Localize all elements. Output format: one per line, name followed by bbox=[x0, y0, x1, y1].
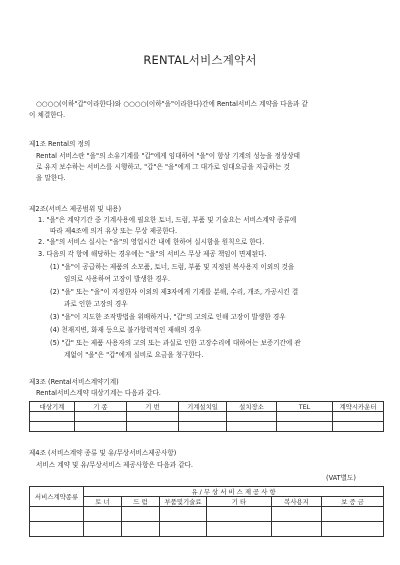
table-cell bbox=[179, 412, 227, 422]
table-cell bbox=[272, 507, 322, 522]
article-2-line: 임의로 사용하여 고장이 발생한 경우. bbox=[64, 275, 171, 283]
table-row bbox=[30, 422, 384, 432]
table-cell bbox=[75, 412, 127, 422]
article-1-heading: 제1조 Rental의 정의 bbox=[29, 140, 91, 148]
table-cell bbox=[160, 507, 207, 522]
article-1-line: 로 유지 보수하는 서비스를 시행하고, "갑"은 "을"에게 그 대가로 임대요금을 지급하는 것 bbox=[36, 163, 290, 171]
table-cell bbox=[277, 422, 333, 432]
article-2-line: (1) "을"이 공급하는 제품의 소모품, 토너, 드럼, 부품 및 지정된 복사용지 이외의 것을 bbox=[50, 263, 295, 271]
table-cell bbox=[322, 522, 384, 537]
service-table-header bbox=[30, 497, 384, 507]
table-cell bbox=[127, 422, 179, 432]
table-cell bbox=[84, 507, 122, 522]
col-header: 기 종 bbox=[75, 402, 127, 412]
table-cell bbox=[122, 507, 160, 522]
table-cell bbox=[207, 507, 272, 522]
article-2-line: 계없이 "을"은 "갑"에게 실비로 요금을 청구한다. bbox=[64, 351, 204, 359]
table-row bbox=[30, 522, 384, 537]
vat-note: (VAT별도) bbox=[326, 474, 356, 482]
article-2-line: 따라 제4조에 의거 유상 또는 무상 제공한다. bbox=[50, 227, 178, 235]
table-cell bbox=[207, 522, 272, 537]
table-cell bbox=[333, 422, 384, 432]
col-header: 부품및기술료 bbox=[160, 497, 207, 507]
article-2-line: (2) "을" 또는 "을"이 지정한자 이외의 제3자에게 기계를 분해, 수리, 개조, 가공시킨 결 bbox=[50, 288, 299, 296]
table-cell bbox=[84, 522, 122, 537]
table-cell bbox=[30, 412, 75, 422]
table-cell bbox=[227, 412, 277, 422]
table-cell bbox=[122, 522, 160, 537]
article-2-line: 3. 다음의 각 항에 해당하는 경우에는 "을"의 서비스 무상 제공 책임이 면제된다. bbox=[38, 250, 267, 258]
article-2-line: 2. "을"의 서비스 실시는 "을"의 영업시간 내에 한하여 실시함을 원칙으로 한다. bbox=[38, 238, 265, 246]
table-cell bbox=[277, 412, 333, 422]
col-header: 기 번 bbox=[127, 402, 179, 412]
intro-line-2: 이 체결한다. bbox=[29, 111, 66, 119]
table-cell bbox=[75, 422, 127, 432]
col-header: 계약시카운터 bbox=[333, 402, 384, 412]
machine-table bbox=[29, 401, 384, 432]
article-4-heading: 제4조 (서비스계약 종류 및 유/무상서비스제공사항) bbox=[29, 449, 177, 457]
col-header: 설치장소 bbox=[227, 402, 277, 412]
article-1-line: Rental 서비스란 "을"의 소유기계를 "갑"에게 임대하여 "을"이 항상 기계의 성능을 정상상태 bbox=[36, 152, 300, 160]
article-2-line: (5) "갑" 또는 제품 사용자의 고의 또는 과실로 인한 고장수리에 대하여는 보증기간에 관 bbox=[50, 339, 301, 347]
table-cell bbox=[127, 412, 179, 422]
table-cell bbox=[160, 522, 207, 537]
group-header: 유 / 무 상 서 비 스 제 공 사 항 bbox=[84, 487, 384, 497]
article-3-subtitle: Rental서비스계약 대상기계는 다음과 같다. bbox=[36, 389, 161, 397]
table-cell bbox=[227, 422, 277, 432]
article-4-subtitle: 서비스 계약 및 유/무상서비스 제공사항은 다음과 같다. bbox=[36, 461, 194, 469]
service-table-group-header bbox=[30, 487, 384, 497]
article-2-line: 1. "을"은 계약기간 중 기계사용에 필요한 토너, 드럼, 부품 및 기술요는 서비스계약 종류에 bbox=[38, 216, 297, 224]
article-2-line: (3) "을"이 지도한 조작방법을 위배하거나, "갑"의 고의로 인해 고장이 발생한 경우 bbox=[50, 313, 286, 321]
col-header: 기 타 bbox=[207, 497, 272, 507]
table-cell bbox=[30, 522, 84, 537]
col-header: 토 너 bbox=[84, 497, 122, 507]
table-cell bbox=[30, 507, 84, 522]
row-label: 서비스계약종류 bbox=[30, 487, 84, 507]
col-header: 대상기계 bbox=[30, 402, 75, 412]
article-3-heading: 제3조 (Rental서비스계약기계) bbox=[29, 378, 119, 386]
table-cell bbox=[179, 422, 227, 432]
document-title: RENTAL서비스계약서 bbox=[143, 53, 257, 67]
table-row bbox=[30, 507, 384, 522]
table-cell bbox=[272, 522, 322, 537]
article-2-line: (4) 천재지변, 화재 등으로 불가항력적인 재해의 경우 bbox=[50, 326, 202, 334]
col-header: 복사용지 bbox=[272, 497, 322, 507]
article-2-heading: 제2조(서비스 제공범위 및 내용) bbox=[29, 205, 122, 213]
col-header: TEL bbox=[277, 402, 333, 412]
service-table bbox=[29, 486, 384, 537]
article-1-line: 을 말한다. bbox=[36, 174, 66, 182]
col-header: 보 증 금 bbox=[322, 497, 384, 507]
table-cell bbox=[333, 412, 384, 422]
table-cell bbox=[30, 422, 75, 432]
table-cell bbox=[322, 507, 384, 522]
machine-table-header bbox=[30, 402, 384, 412]
col-header: 드 럼 bbox=[122, 497, 160, 507]
table-row bbox=[30, 412, 384, 422]
article-2-line: 과로 인한 고장의 경우 bbox=[64, 300, 128, 308]
col-header: 기계설치일 bbox=[179, 402, 227, 412]
intro-line-1: ○○○○(이하"갑"이라한다)와 ○○○○(이하"을"이라한다)간에 Rental서비스 계약을 다음과 같 bbox=[36, 100, 308, 108]
